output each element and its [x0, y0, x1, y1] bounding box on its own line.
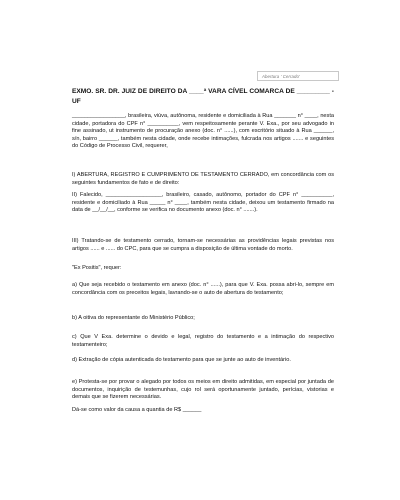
paragraph-item-a: a) Que seja recebido o testamento em anexo (doc. n° ......), para que V. Exa. possa abri-lo, sempre em concordância com os preceitos legais, lavrando-se o auto de abertura do testamento;	[72, 282, 334, 296]
paragraph-request-i: I) ABERTURA, REGISTRO E CUMPRIMENTO DE TESTAMENTO CERRADO, em concordância com os seguintes fundamentos de fato e de direito:	[72, 172, 334, 186]
paragraph-facts-ii: II) Falecido, __________________, brasileiro, casado, autônomo, portador do CPF n° __________, residente e domiciliado à Rua _____ n° ____, também nesta cidade, deixou um testamento firmado na data de __/__/__, conforme se verifica no documento anexo (doc. n° .......).	[72, 192, 334, 214]
paragraph-valor-causa: Dá-se como valor da causa a quantia de R$ ______	[72, 407, 202, 413]
document-tag: Abertura ' Cerrado'	[257, 71, 339, 81]
paragraph-item-b: b) A oitiva do representante do Ministério Público;	[72, 315, 195, 321]
paragraph-petitioner: _________________, brasileira, viúva, autônoma, residente e domiciliada à Rua _______ n° ____, nesta cidade, portadora do CPF n° __________, vem respeitosamente perante V. Exa., por seu advogado in fine assinado, ut instrumento de procuração anexo (doc. n° ......), com escritório situado à Rua ______, s/n, bairro ______, também nesta cidade, onde recebe intimações, fulcrada nos artigos ....... e seguintes do Código de Processo Civil, requerer,	[72, 113, 334, 150]
paragraph-item-d: d) Extração de cópia autenticada do testamento para que se junte ao auto de inventário.	[72, 357, 291, 363]
document-heading: EXMO. SR. DR. JUIZ DE DIREITO DA ____ª VARA CÍVEL COMARCA DE _________ - UF	[72, 88, 334, 105]
paragraph-law-iii: III) Tratando-se de testamento cerrado, tornam-se necessárias as providências legais previstas nos artigos ...... e ...... do CPC, para que se cumpra a disposição de última vontade do morto.	[72, 238, 334, 252]
paragraph-ex-positis: "Ex Positis", requer:	[72, 265, 122, 271]
paragraph-item-c: c) Que V Exa. determine o devido e legal, registro do testamento e a intimação do respectivo testamenteiro;	[72, 334, 334, 348]
paragraph-item-e: e) Protesta-se por provar o alegado por todos os meios em direito admitidas, em especial por juntada de documentos, inquirição de testemunhas, cujo rol será oportunamente juntado, perícias, vistorias e demais que se fizerem necessárias.	[72, 379, 334, 401]
